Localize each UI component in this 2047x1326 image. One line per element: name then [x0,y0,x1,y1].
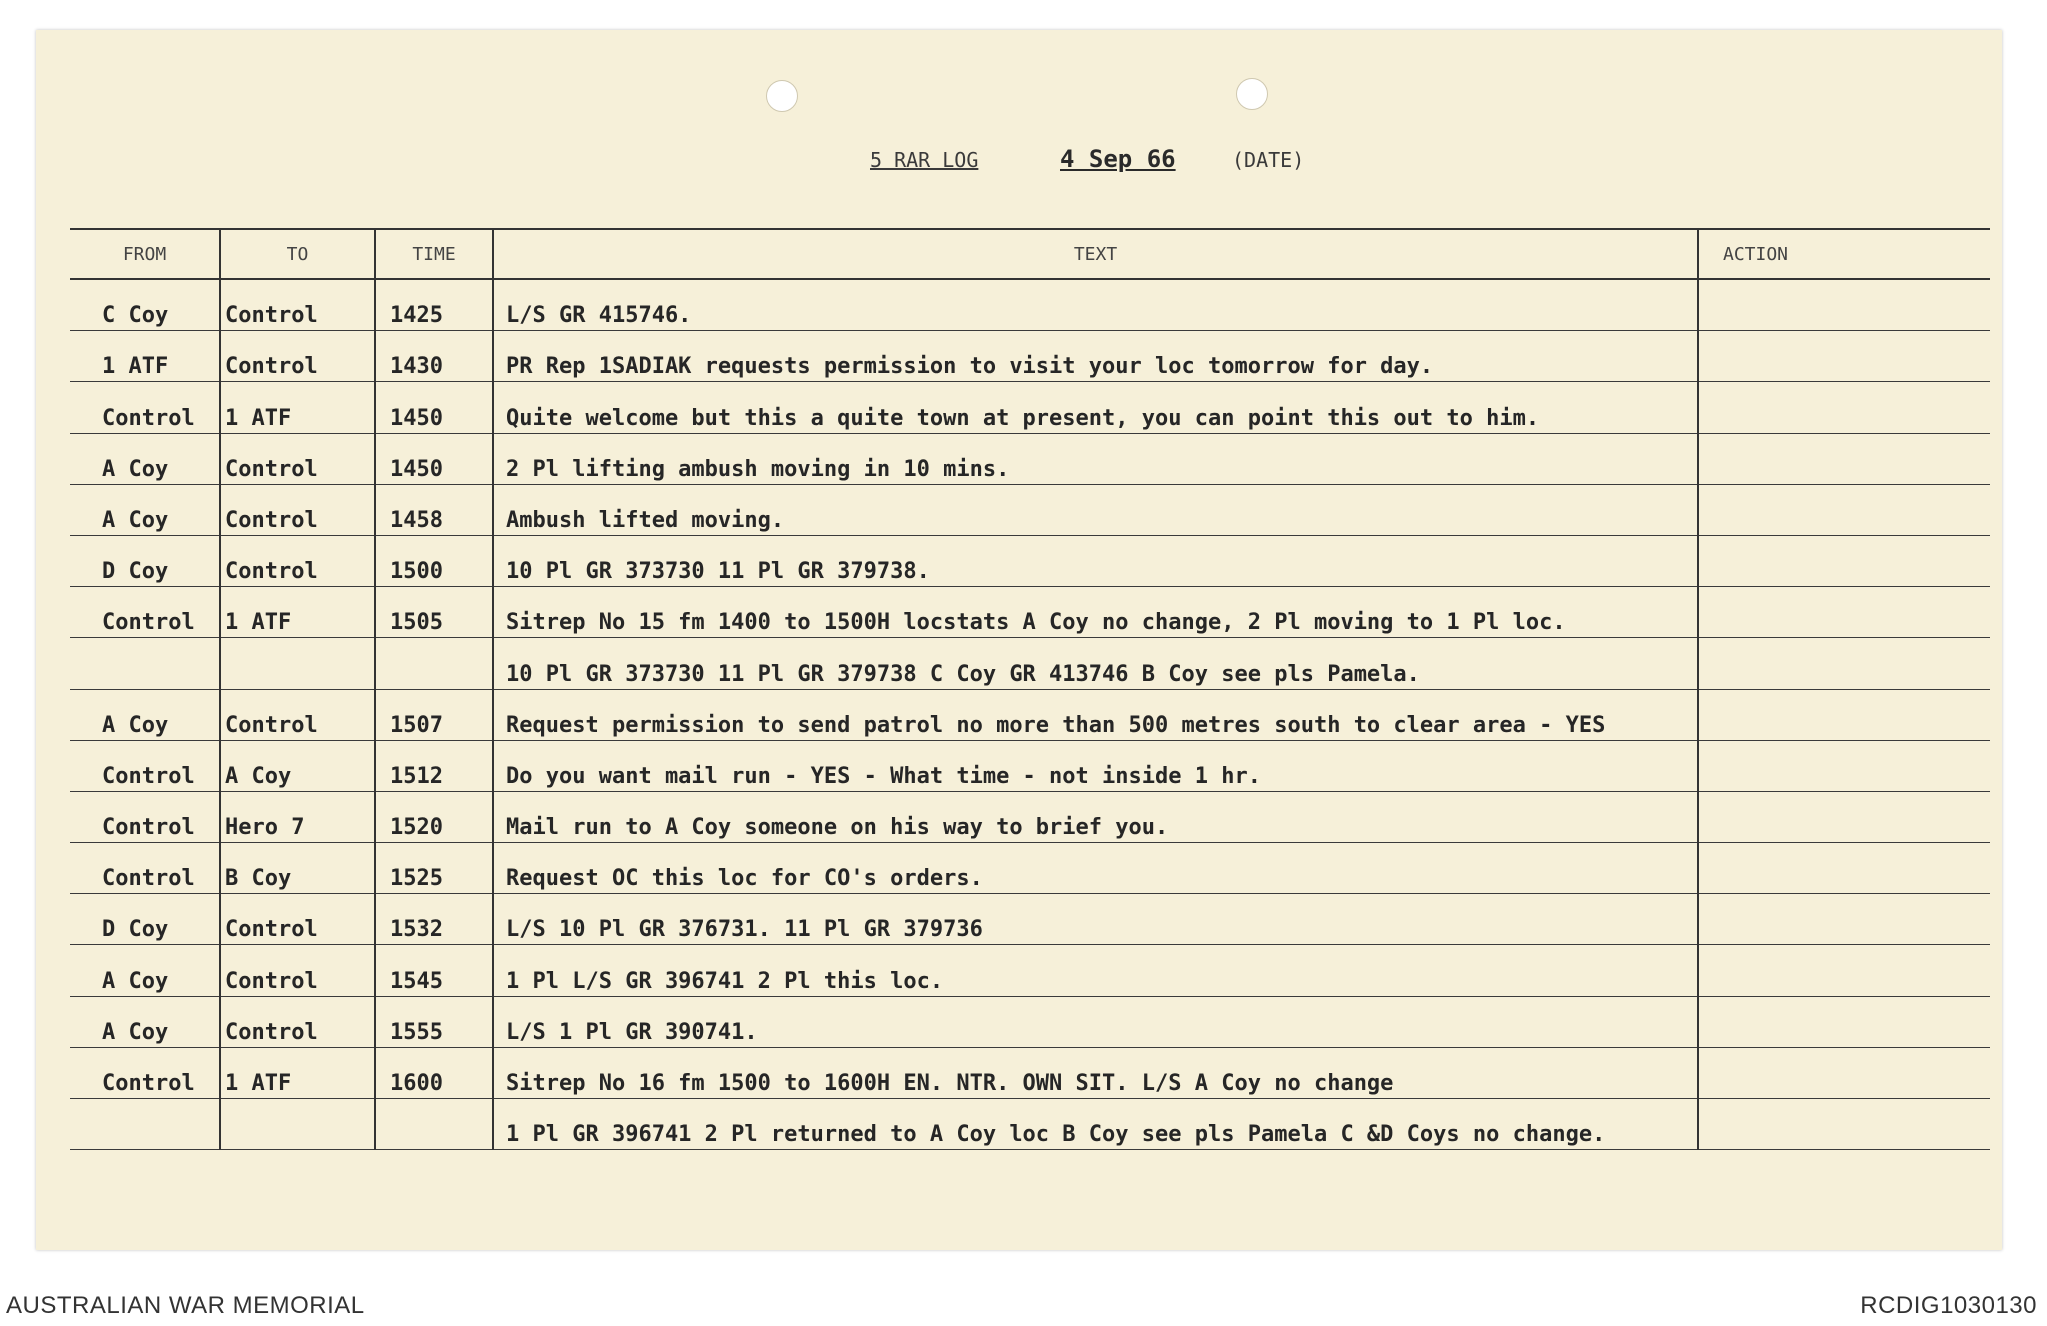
table-row [70,587,1990,638]
table-row [70,791,1990,842]
cell-from: A Coy [70,996,220,1047]
cell-time: 1525 [375,843,493,894]
cell-text: 10 Pl GR 373730 11 Pl GR 379738 C Coy GR 413746 B Coy see pls Pamela. [493,638,1698,689]
cell-from: A Coy [70,689,220,740]
cell-action [1698,740,1990,791]
cell-action [1698,996,1990,1047]
cell-to: Control [220,689,375,740]
cell-time [375,638,493,689]
cell-to: Control [220,331,375,382]
cell-action [1698,433,1990,484]
table-row [70,535,1990,586]
cell-time: 1512 [375,740,493,791]
log-date-label: (DATE) [1232,148,1305,172]
cell-to: 1 ATF [220,382,375,433]
cell-time: 1450 [375,382,493,433]
cell-from: C Coy [70,279,220,331]
cell-action [1698,535,1990,586]
cell-action [1698,638,1990,689]
cell-to: Control [220,996,375,1047]
cell-to: Control [220,894,375,945]
cell-action [1698,484,1990,535]
cell-action [1698,279,1990,331]
table-row [70,894,1990,945]
column-header-to: TO [220,229,375,279]
cell-text: PR Rep 1SADIAK requests permission to visit your loc tomorrow for day. [493,331,1698,382]
cell-from: A Coy [70,945,220,996]
cell-text: L/S GR 415746. [493,279,1698,331]
cell-action [1698,894,1990,945]
cell-from [70,638,220,689]
cell-text: Ambush lifted moving. [493,484,1698,535]
punch-hole-left [766,80,798,112]
cell-time: 1555 [375,996,493,1047]
cell-action [1698,382,1990,433]
table-row [70,945,1990,996]
cell-time [375,1099,493,1150]
cell-action [1698,945,1990,996]
table-row [70,996,1990,1047]
log-unit-title: 5 RAR LOG [870,148,979,172]
cell-text: Quite welcome but this a quite town at present, you can point this out to him. [493,382,1698,433]
cell-time: 1458 [375,484,493,535]
cell-text: 1 Pl GR 396741 2 Pl returned to A Coy loc B Coy see pls Pamela C &D Coys no change. [493,1099,1698,1150]
cell-from: 1 ATF [70,331,220,382]
footer-record-id: RCDIG1030130 [1860,1292,2037,1319]
cell-from: A Coy [70,484,220,535]
cell-to: Control [220,279,375,331]
cell-text: L/S 1 Pl GR 390741. [493,996,1698,1047]
cell-from: Control [70,382,220,433]
cell-text: L/S 10 Pl GR 376731. 11 Pl GR 379736 [493,894,1698,945]
cell-text: Mail run to A Coy someone on his way to brief you. [493,791,1698,842]
cell-to: B Coy [220,843,375,894]
table-row [70,638,1990,689]
cell-from [70,1099,220,1150]
cell-action [1698,791,1990,842]
cell-time: 1520 [375,791,493,842]
table-row [70,382,1990,433]
table-row [70,484,1990,535]
cell-text: 10 Pl GR 373730 11 Pl GR 379738. [493,535,1698,586]
column-header-time: TIME [375,229,493,279]
table-row [70,433,1990,484]
cell-to: A Coy [220,740,375,791]
cell-time: 1545 [375,945,493,996]
cell-text: Request OC this loc for CO's orders. [493,843,1698,894]
cell-action [1698,587,1990,638]
cell-to: 1 ATF [220,587,375,638]
cell-text: 2 Pl lifting ambush moving in 10 mins. [493,433,1698,484]
cell-to: Control [220,484,375,535]
cell-action [1698,1099,1990,1150]
cell-to: Control [220,535,375,586]
footer-source: AUSTRALIAN WAR MEMORIAL [6,1292,365,1319]
cell-from: D Coy [70,894,220,945]
cell-to [220,1099,375,1150]
table-row [70,689,1990,740]
cell-text: Do you want mail run - YES - What time - not inside 1 hr. [493,740,1698,791]
cell-time: 1450 [375,433,493,484]
cell-action [1698,1047,1990,1098]
column-header-from: FROM [70,229,220,279]
cell-text: 1 Pl L/S GR 396741 2 Pl this loc. [493,945,1698,996]
table-row [70,843,1990,894]
cell-time: 1425 [375,279,493,331]
cell-to: Control [220,433,375,484]
cell-from: Control [70,587,220,638]
cell-action [1698,843,1990,894]
table-row [70,331,1990,382]
cell-from: D Coy [70,535,220,586]
cell-action [1698,689,1990,740]
cell-text: Sitrep No 15 fm 1400 to 1500H locstats A Coy no change, 2 Pl moving to 1 Pl loc. [493,587,1698,638]
cell-time: 1430 [375,331,493,382]
cell-time: 1532 [375,894,493,945]
cell-from: A Coy [70,433,220,484]
table-row [70,1099,1990,1150]
column-header-action: ACTION [1698,229,1990,279]
table-row [70,740,1990,791]
cell-to: Control [220,945,375,996]
log-table [70,228,1990,1150]
log-date: 4 Sep 66 [1060,145,1176,173]
table-row [70,279,1990,331]
cell-from: Control [70,740,220,791]
cell-action [1698,331,1990,382]
cell-text: Request permission to send patrol no more than 500 metres south to clear area - YES [493,689,1698,740]
table-row [70,1047,1990,1098]
cell-from: Control [70,843,220,894]
cell-time: 1507 [375,689,493,740]
cell-time: 1600 [375,1047,493,1098]
cell-to: 1 ATF [220,1047,375,1098]
cell-time: 1505 [375,587,493,638]
cell-time: 1500 [375,535,493,586]
cell-to [220,638,375,689]
cell-to: Hero 7 [220,791,375,842]
cell-from: Control [70,1047,220,1098]
punch-hole-right [1236,78,1268,110]
cell-from: Control [70,791,220,842]
column-header-text: TEXT [493,229,1698,279]
log-table-header-row [70,229,1990,279]
log-table-body [70,279,1990,1150]
log-table-container [70,228,1990,1150]
cell-text: Sitrep No 16 fm 1500 to 1600H EN. NTR. OWN SIT. L/S A Coy no change [493,1047,1698,1098]
